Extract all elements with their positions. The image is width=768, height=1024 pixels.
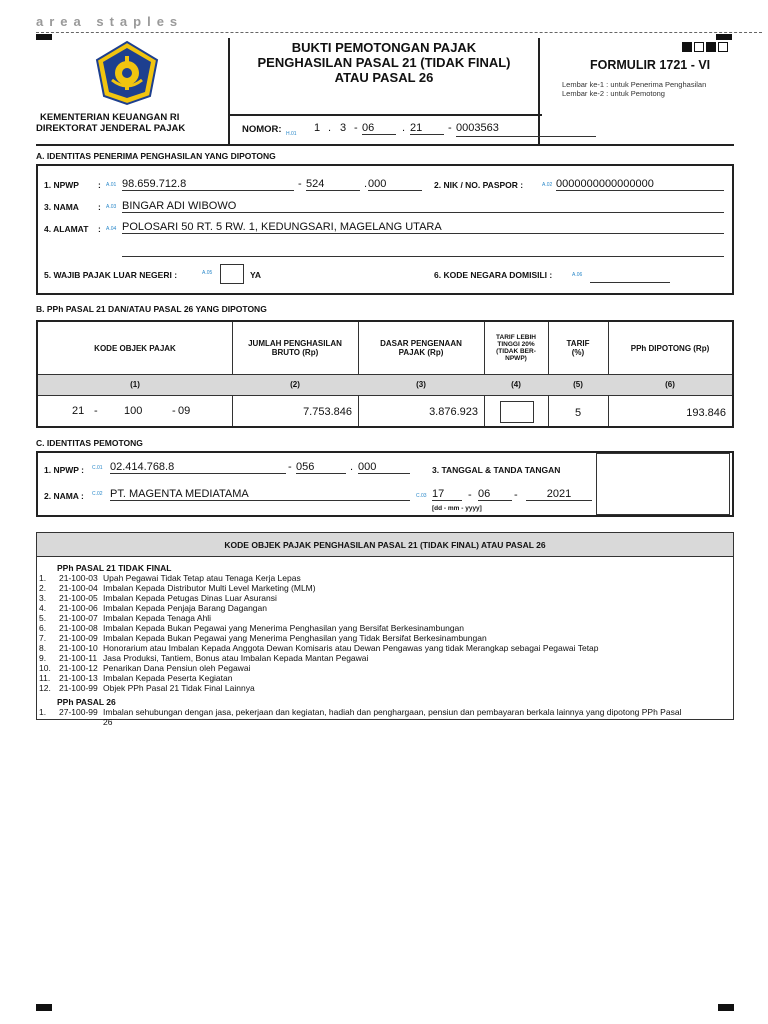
code-reference-box — [36, 532, 734, 727]
wpln-label: 5. WAJIB PAJAK LUAR NEGERI : — [44, 270, 178, 280]
nomor-part-1: 1 — [314, 122, 321, 134]
section-b-title: B. PPh PASAL 21 DAN/ATAU PASAL 26 YANG DIPOTONG — [36, 304, 267, 314]
ya-label: YA — [250, 270, 262, 280]
recipient-address: POLOSARI 50 RT. 5 RW. 1, KEDUNGSARI, MAGELANG UTARA — [122, 221, 724, 234]
code-item: 9. 21-100-11 Jasa Produksi, Tantiem, Bonus atau Imbalan Kepada Mantan Pegawai — [39, 653, 369, 663]
nomor-part-3: 06 — [362, 122, 396, 135]
col-num-2: (2) — [290, 380, 300, 389]
col-tarif-lebih: TARIF LEBIH TINGGI 20% (TIDAK BER-NPWP) — [496, 334, 536, 362]
nama-label: 3. NAMA — [44, 202, 79, 212]
alamat-code: A.04 — [106, 226, 117, 232]
section-a-box: 1. NPWP : A.01 98.659.712.8 - 524 . 000 2. NIK / NO. PASPOR : A.02 0000000000000000 3. NAMA : A.03 BINGAR ADI WIBOWO 4. ALAMAT : A.04 POLOSARI 50 RT. 5 RW. 1, KEDUNGSARI, MAGELANG UTARA 5. WAJIB PAJAK LUAR NEGERI : A.05 YA 6. KODE NEGARA DOMISILI : A.06 — [36, 164, 734, 295]
date-format: [dd - mm - yyyy] — [432, 505, 482, 512]
col-num-3: (3) — [416, 380, 426, 389]
negara-code: A.06 — [572, 272, 583, 278]
title-box: BUKTI PEMOTONGAN PAJAK PENGHASILAN PASAL 21 (TIDAK FINAL) ATAU PASAL 26 NOMOR: H.01 1 . 3 - 06 . 21 - 0003563 — [228, 38, 540, 144]
form-code: FORMULIR 1721 - VI — [590, 58, 711, 72]
col-pph-dipotong: PPh DIPOTONG (Rp) — [630, 343, 710, 353]
recipient-nik: 0000000000000000 — [556, 178, 724, 191]
recipient-npwp-main: 98.659.712.8 — [122, 178, 294, 191]
nomor-part-2: 3 — [340, 122, 347, 134]
corner-marker — [718, 1004, 734, 1011]
directorate-name: DIREKTORAT JENDERAL PAJAK — [36, 123, 186, 134]
nomor-code: H.01 — [286, 131, 297, 137]
code-item: 1. 27-100-99 Imbalan sehubungan dengan jasa, pekerjaan dan kegiatan, hadiah dan penghargaan, pensiun dan pembayaran berkala lainnya yang dipotong PPh Pasal 26 — [39, 707, 682, 727]
lembar-1: Lembar ke-1 : untuk Penerima Penghasilan — [562, 80, 707, 89]
corner-marker — [36, 1004, 52, 1011]
nomor-part-5: 0003563 — [456, 122, 499, 134]
col-num-1: (1) — [130, 380, 140, 389]
wpln-code: A.05 — [202, 270, 213, 276]
section-c-box: 1. NPWP : C.01 02.414.768.8 - 056 . 000 3. TANGGAL & TANDA TANGAN 2. NAMA : C.02 PT. MAGENTA MEDIATAMA C.03 17 - 06 - 2021 [dd - mm - yyyy] — [36, 451, 734, 517]
nik-label: 2. NIK / NO. PASPOR : — [434, 180, 524, 190]
code-reference-title: KODE OBJEK PAJAK PENGHASILAN PASAL 21 (TIDAK FINAL) ATAU PASAL 26 — [37, 533, 733, 557]
pemotong-npwp-end: 000 — [358, 461, 410, 474]
pemotong-npwp-mid: 056 — [296, 461, 346, 474]
recipient-npwp-end: 000 — [368, 178, 422, 191]
code-list — [37, 563, 733, 727]
staples-area-label: area staples — [36, 14, 184, 29]
pemotong-nama-label: 2. NAMA : — [44, 491, 84, 501]
tanggal-yyyy: 2021 — [526, 488, 592, 501]
code-item: 10. 21-100-12 Penarikan Dana Pensiun oleh Pegawai — [39, 663, 251, 673]
col-num-6: (6) — [665, 380, 675, 389]
form-header — [36, 38, 734, 144]
tarif-value: 5 — [574, 407, 582, 419]
code-item: 4. 21-100-06 Imbalan Kepada Penjaja Barang Dagangan — [39, 603, 267, 613]
code-item: 8. 21-100-10 Honorarium atau Imbalan Kepada Anggota Dewan Komisaris atau Dewan Pengawas yang tidak Merangkap sebagai Pegawai Tetap — [39, 643, 599, 653]
code-item: 6. 21-100-08 Imbalan Kepada Bukan Pegawai yang Menerima Penghasilan yang Bersifat Berkesinambungan — [39, 623, 465, 633]
bruto-value: 7.753.846 — [303, 406, 352, 418]
tanggal-mm: 06 — [478, 488, 512, 501]
dpp-value: 3.876.923 — [429, 406, 478, 418]
kode-part-2: 100 — [124, 405, 143, 417]
cut-line — [36, 32, 762, 33]
alamat-label: 4. ALAMAT — [44, 224, 89, 234]
kode-part-3: 09 — [178, 405, 191, 417]
negara-field — [590, 282, 670, 283]
signature-box[interactable] — [596, 453, 730, 515]
nik-code: A.02 — [542, 182, 553, 188]
section-a-title: A. IDENTITAS PENERIMA PENGHASILAN YANG DIPOTONG — [36, 151, 276, 161]
code-item: 11. 21-100-13 Imbalan Kepada Peserta Kegiatan — [39, 673, 233, 683]
npwp-code: A.01 — [106, 182, 117, 188]
col-kode-objek: KODE OBJEK PAJAK — [94, 343, 176, 353]
tanggal-label: 3. TANGGAL & TANDA TANGAN — [432, 465, 561, 475]
code-item: 5. 21-100-07 Imbalan Kepada Tenaga Ahli — [39, 613, 212, 623]
col-dpp: DASAR PENGENAAN PAJAK (Rp) — [380, 339, 462, 357]
code-item: 3. 21-100-05 Imbalan Kepada Petugas Dinas Luar Asuransi — [39, 593, 277, 603]
nomor-label: NOMOR: — [242, 124, 282, 135]
group-pph21: PPh PASAL 21 TIDAK FINAL — [57, 563, 172, 573]
col-num-4: (4) — [511, 380, 521, 389]
col-bruto: JUMLAH PENGHASILAN BRUTO (Rp) — [248, 339, 342, 357]
nomor-part-4: 21 — [410, 122, 444, 135]
pemotong-npwp-main: 02.414.768.8 — [110, 461, 286, 474]
tarif-lebih-checkbox[interactable] — [500, 401, 534, 423]
title-line-3: ATAU PASAL 26 — [334, 70, 434, 85]
recipient-npwp-mid: 524 — [306, 178, 360, 191]
section-c-title: C. IDENTITAS PEMOTONG — [36, 438, 143, 448]
negara-label: 6. KODE NEGARA DOMISILI : — [434, 270, 553, 280]
tanggal-code: C.03 — [416, 493, 427, 499]
ministry-name: KEMENTERIAN KEUANGAN RI — [40, 112, 180, 123]
kode-part-1: 21 — [72, 405, 85, 417]
pph-value: 193.846 — [686, 407, 726, 419]
title-line-2: PENGHASILAN PASAL 21 (TIDAK FINAL) — [257, 55, 511, 70]
form-title — [230, 40, 538, 85]
code-item: 7. 21-100-09 Imbalan Kepada Bukan Pegawai yang Menerima Penghasilan yang Tidak Bersifat Berkesinambungan — [39, 633, 487, 643]
group-pph26: PPh PASAL 26 — [57, 697, 116, 707]
code-item: 12. 21-100-99 Objek PPh Pasal 21 Tidak Final Lainnya — [39, 683, 255, 693]
ministry-logo — [92, 40, 162, 106]
form-squares — [682, 42, 728, 52]
pemotong-name: PT. MAGENTA MEDIATAMA — [110, 488, 410, 501]
pemotong-npwp-code: C.01 — [92, 465, 103, 471]
nama-code: A.03 — [106, 204, 117, 210]
title-line-1: BUKTI PEMOTONGAN PAJAK — [291, 40, 477, 55]
pemotong-nama-code: C.02 — [92, 491, 103, 497]
code-item: 1. 21-100-03 Upah Pegawai Tidak Tetap atau Tenaga Kerja Lepas — [39, 573, 301, 583]
col-num-5: (5) — [573, 380, 583, 389]
recipient-name: BINGAR ADI WIBOWO — [122, 200, 724, 213]
lembar-2: Lembar ke-2 : untuk Pemotong — [562, 89, 665, 98]
wpln-checkbox[interactable] — [220, 264, 244, 284]
pph-table: KODE OBJEK PAJAK JUMLAH PENGHASILAN BRUTO (Rp) DASAR PENGENAAN PAJAK (Rp) TARIF LEBIH TINGGI 20% (TIDAK BER-NPWP) TARIF (%) PPh DIPOTONG (Rp) (1) (2) (3) (4) (5) (6) 21 - 100 - 09 7.753.846 3.876.923 5 193.846 — [36, 320, 734, 428]
tanggal-dd: 17 — [432, 488, 462, 501]
pemotong-npwp-label: 1. NPWP : — [44, 465, 84, 475]
code-item: 2. 21-100-04 Imbalan Kepada Distributor Multi Level Marketing (MLM) — [39, 583, 316, 593]
npwp-label: 1. NPWP — [44, 180, 79, 190]
col-tarif: TARIF (%) — [566, 339, 590, 357]
